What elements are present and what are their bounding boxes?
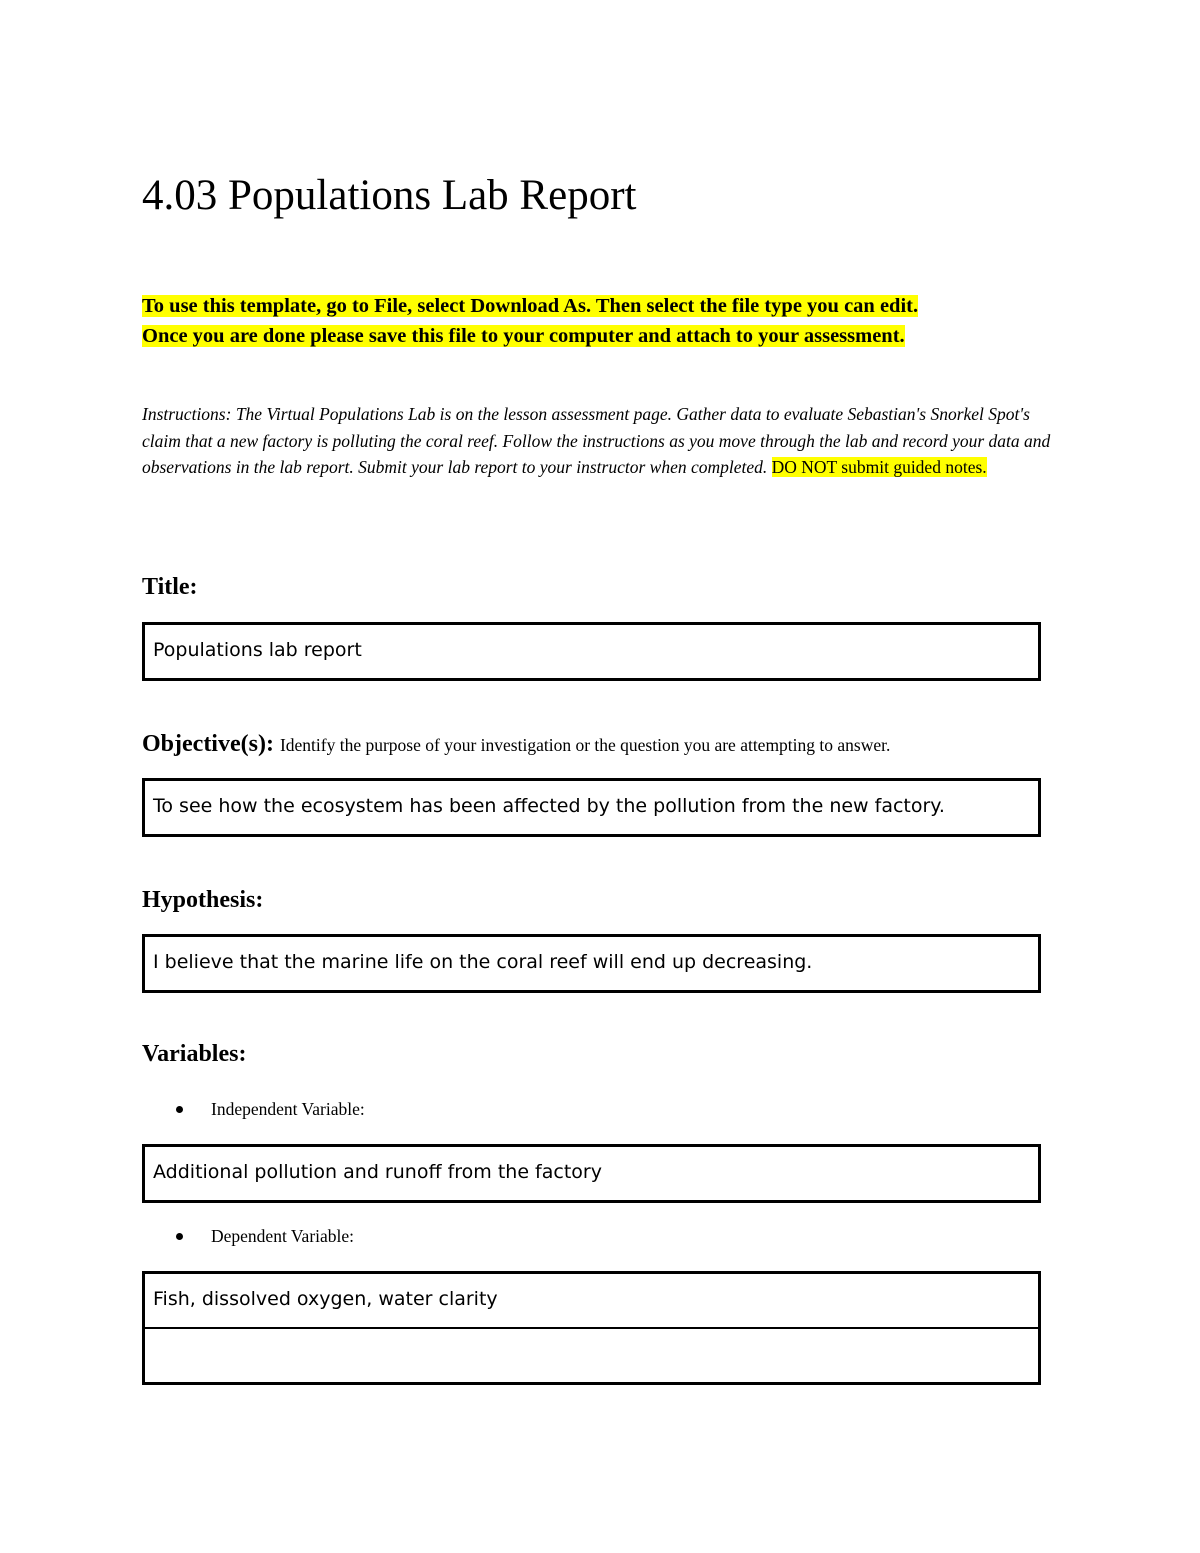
dependent-variable-answer: Fish, dissolved oxygen, water clarity <box>153 1288 498 1310</box>
notice-line-1: To use this template, go to File, select Download As. Then select the file type you can edit. <box>142 295 919 317</box>
variables-heading: Variables: <box>142 1041 247 1067</box>
instructions-text: Instructions: The Virtual Populations Lab is on the lesson assessment page. Gather data to evaluate Sebastian's Snorkel Spot's claim that a new factory is polluting the coral reef. Follow the instructions as you move through the lab and record your data and observations in the lab report. Submit your lab report to your instructor when completed. <box>142 404 1051 477</box>
hypothesis-heading: Hypothesis: <box>142 887 264 913</box>
title-answer: Populations lab report <box>153 639 362 661</box>
independent-variable-item <box>176 1097 365 1121</box>
objective-answer-box[interactable] <box>142 778 1041 837</box>
instructions-paragraph <box>142 401 1062 481</box>
template-notice <box>142 291 1082 351</box>
dependent-variable-label: Dependent Variable: <box>211 1226 355 1246</box>
title-heading: Title: <box>142 574 198 600</box>
bullet-icon <box>176 1106 183 1113</box>
independent-variable-answer: Additional pollution and runoff from the factory <box>153 1161 602 1183</box>
do-not-submit-highlight: DO NOT submit guided notes. <box>771 457 987 477</box>
notice-line-2: Once you are done please save this file to your computer and attach to your assessment. <box>142 325 905 347</box>
bullet-icon <box>176 1233 183 1240</box>
independent-variable-answer-box[interactable] <box>142 1144 1041 1203</box>
title-answer-box[interactable] <box>142 622 1041 681</box>
objective-answer: To see how the ecosystem has been affected by the pollution from the new factory. <box>153 795 945 817</box>
hypothesis-answer-box[interactable] <box>142 934 1041 993</box>
objective-prompt: Identify the purpose of your investigation or the question you are attempting to answer. <box>279 735 891 755</box>
hypothesis-answer: I believe that the marine life on the coral reef will end up decreasing. <box>153 951 813 973</box>
objective-heading <box>142 729 890 760</box>
dependent-variable-item <box>176 1224 354 1248</box>
dependent-variable-row-2[interactable] <box>145 1327 1038 1382</box>
dependent-variable-row-1[interactable] <box>145 1274 1038 1327</box>
objective-heading-label: Objective(s): <box>142 731 274 757</box>
dependent-variable-table <box>142 1271 1041 1385</box>
page-title: 4.03 Populations Lab Report <box>142 172 637 219</box>
independent-variable-label: Independent Variable: <box>211 1099 365 1119</box>
